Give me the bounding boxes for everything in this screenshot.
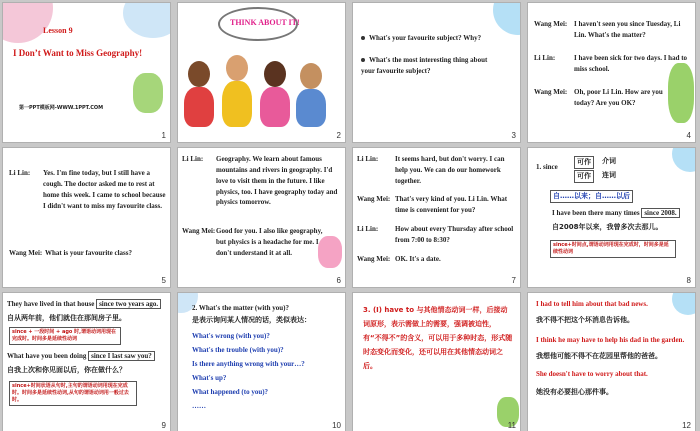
- slide-number: 5: [161, 276, 166, 285]
- dialogue-line: Geography. We learn about famous mountains and rivers in geography. I'd love to visit them in the future. I like physics, too. I have geography today and physics tomorrow.: [216, 155, 338, 207]
- example-text: I have been there many times: [552, 209, 640, 217]
- grammar-paragraph: 3. (I) have to 与其他情态动词一样，后接动词原形，表示需做上的需要，强调被迫性，有“不得不”的含义，可以用于多种时态，形式随时态变化而变化，还可以用在其他情态动词之后。: [363, 306, 513, 370]
- child-figure: [296, 89, 326, 127]
- since-phrase: since 2008.: [641, 208, 679, 218]
- since-phrase: since two years ago.: [96, 299, 161, 309]
- slide-thumbnail-6[interactable]: [177, 147, 346, 288]
- child-figure: [184, 87, 214, 127]
- dialogue-line: OK. It's a date.: [395, 255, 441, 263]
- example-text: They have lived in that house: [7, 300, 95, 308]
- speaker: Li Lin:: [9, 169, 31, 177]
- question-1-text: What's your favourite subject? Why?: [369, 34, 482, 42]
- speaker: Wang Mei:: [182, 227, 216, 235]
- example-translation: 自我上次和你见面以后，你在做什么？: [7, 366, 126, 374]
- dialogue-line: I haven't seen you since Tuesday, Li Lin. What's the matter?: [574, 20, 681, 39]
- slide-number: 10: [332, 421, 341, 430]
- example-translation: 自从两年前，他们就住在那间房子里。: [7, 314, 126, 322]
- slide-number: 9: [161, 421, 166, 430]
- child-head: [300, 63, 322, 89]
- dialogue-line: I have been sick for two days. I had to miss school.: [574, 54, 688, 73]
- example-sentence: [552, 208, 680, 219]
- example-sentence: She doesn't have to worry about that.: [536, 370, 648, 378]
- usage-note: since+时间状语从句时,主句的谓语动词用现在完成时。时间多是延续性动词,从句的谓语动词用一般过去时。: [9, 381, 137, 406]
- question-2: [361, 55, 501, 77]
- example-sentence: [7, 299, 171, 310]
- tag-preposition-type: 介词: [602, 157, 616, 165]
- slide-thumbnail-5[interactable]: [2, 147, 171, 288]
- since-phrase: since I last saw you?: [88, 351, 155, 361]
- dialogue-line: Oh, poor Li Lin. How are you today? Are you OK?: [574, 88, 663, 107]
- example-sentence: I had to tell him about that bad news.: [536, 300, 648, 308]
- lesson-label: Lesson 9: [43, 26, 73, 35]
- tag-label: 可作: [577, 158, 591, 166]
- question-2-text: What's the most interesting thing about your favourite subject?: [361, 56, 488, 75]
- speaker: Li Lin:: [182, 155, 204, 163]
- question-1: [361, 33, 511, 44]
- alt-expression: What's wrong (with you)?: [192, 332, 270, 340]
- speaker: Wang Mei:: [534, 20, 568, 28]
- child-head: [264, 61, 286, 87]
- slide-thumbnail-4[interactable]: [527, 2, 696, 143]
- bullet-icon: [361, 58, 365, 62]
- footer-text: 第一PPT模板网-WWW.1PPT.COM: [19, 105, 104, 111]
- dialogue-line: Yes. I'm fine today, but I still have a cough. The doctor asked me to rest at home this week. I came to school because I didn't want to miss my favourite class.: [43, 169, 166, 210]
- dialogue-line: That's very kind of you. Li Lin. What time is convenient for you?: [395, 195, 508, 214]
- tree-decoration: [133, 73, 163, 113]
- slide-number: 7: [511, 276, 516, 285]
- child-head: [226, 55, 248, 81]
- slide-thumbnail-10[interactable]: [177, 292, 346, 431]
- slide-number: 3: [511, 131, 516, 140]
- speaker: Wang Mei:: [357, 255, 391, 263]
- tag-conjunction: [574, 170, 594, 183]
- tag-conjunction-type: 连词: [602, 171, 616, 179]
- decorative-circle: [123, 2, 171, 38]
- meaning-box: 自……以来；自……以后: [550, 190, 633, 203]
- child-head: [188, 61, 210, 87]
- speaker: Li Lin:: [357, 155, 379, 163]
- example-sentence: [7, 351, 171, 362]
- alt-expression: What's the trouble (with you)?: [192, 346, 284, 354]
- alt-expression: Is there anything wrong with your…?: [192, 360, 305, 368]
- slide-number: 11: [507, 421, 516, 430]
- slide-thumbnail-2[interactable]: [177, 2, 346, 143]
- example-sentence: I think he may have to help his dad in the garden.: [536, 336, 685, 344]
- point-heading: 1. since: [536, 163, 558, 171]
- bubble-text: THINK ABOUT IT!: [230, 18, 300, 27]
- slide-thumbnail-9[interactable]: [2, 292, 171, 431]
- speaker: Li Lin:: [534, 54, 556, 62]
- example-text: What have you been doing: [7, 352, 87, 360]
- tag-preposition: [574, 156, 594, 169]
- child-figure: [222, 81, 252, 127]
- speaker: Li Lin:: [357, 225, 379, 233]
- alt-expression: What happened (to you)?: [192, 388, 269, 396]
- slide-title: I Don’t Want to Miss Geography!: [13, 48, 143, 58]
- decorative-circle: [493, 2, 521, 35]
- example-translation: 我不得不把这个坏消息告诉他。: [536, 316, 634, 324]
- slide-thumbnail-3[interactable]: [352, 2, 521, 143]
- dialogue-line: What is your favourite class?: [45, 249, 132, 257]
- decorative-circle: [672, 147, 696, 172]
- example-translation: 自2008年以来，我曾多次去那儿。: [552, 223, 663, 231]
- bullet-icon: [361, 36, 365, 40]
- point-heading: 2. What's the matter (with you)?: [192, 304, 289, 312]
- slide-number: 4: [686, 131, 691, 140]
- alt-expression: What's up?: [192, 374, 227, 382]
- ellipsis: ……: [192, 402, 206, 410]
- speaker: Wang Mei:: [357, 195, 391, 203]
- slide-thumbnail-1[interactable]: [2, 2, 171, 143]
- slide-number: 2: [336, 131, 341, 140]
- slide-thumbnail-12[interactable]: [527, 292, 696, 431]
- slide-number: 6: [336, 276, 341, 285]
- slide-number: 12: [682, 421, 691, 430]
- point-explanation: 是表示询问某人情况的话，类似表达：: [192, 316, 311, 324]
- tag-label: 可作: [577, 172, 591, 180]
- example-translation: 她没有必要担心那件事。: [536, 388, 613, 396]
- slide-thumbnail-8[interactable]: [527, 147, 696, 288]
- example-translation: 我想他可能不得不在花园里帮他的爸爸。: [536, 352, 662, 360]
- child-figure: [260, 87, 290, 127]
- usage-note: since + 一段时间 + ago 时,谓语动词用现在完成时。时间多是延续性动词: [9, 327, 121, 345]
- dialogue-line: How about every Thursday after school from 7:00 to 8:30?: [395, 225, 514, 244]
- usage-note: since+时间点,谓语动词用现在完成时，时间多是延续性动词: [550, 240, 676, 258]
- speaker: Wang Mei:: [9, 249, 43, 257]
- slide-thumbnail-7[interactable]: [352, 147, 521, 288]
- slide-number: 8: [686, 276, 691, 285]
- dialogue-line: It seems hard, but don't worry. I can help you. We can do our homework together.: [395, 155, 505, 185]
- dialogue-line: Good for you. I also like geography, but physics is a headache for me. I don't understand it at all.: [216, 227, 323, 257]
- slide-thumbnail-11[interactable]: [352, 292, 521, 431]
- speaker: Wang Mei:: [534, 88, 568, 96]
- slide-number: 1: [161, 131, 166, 140]
